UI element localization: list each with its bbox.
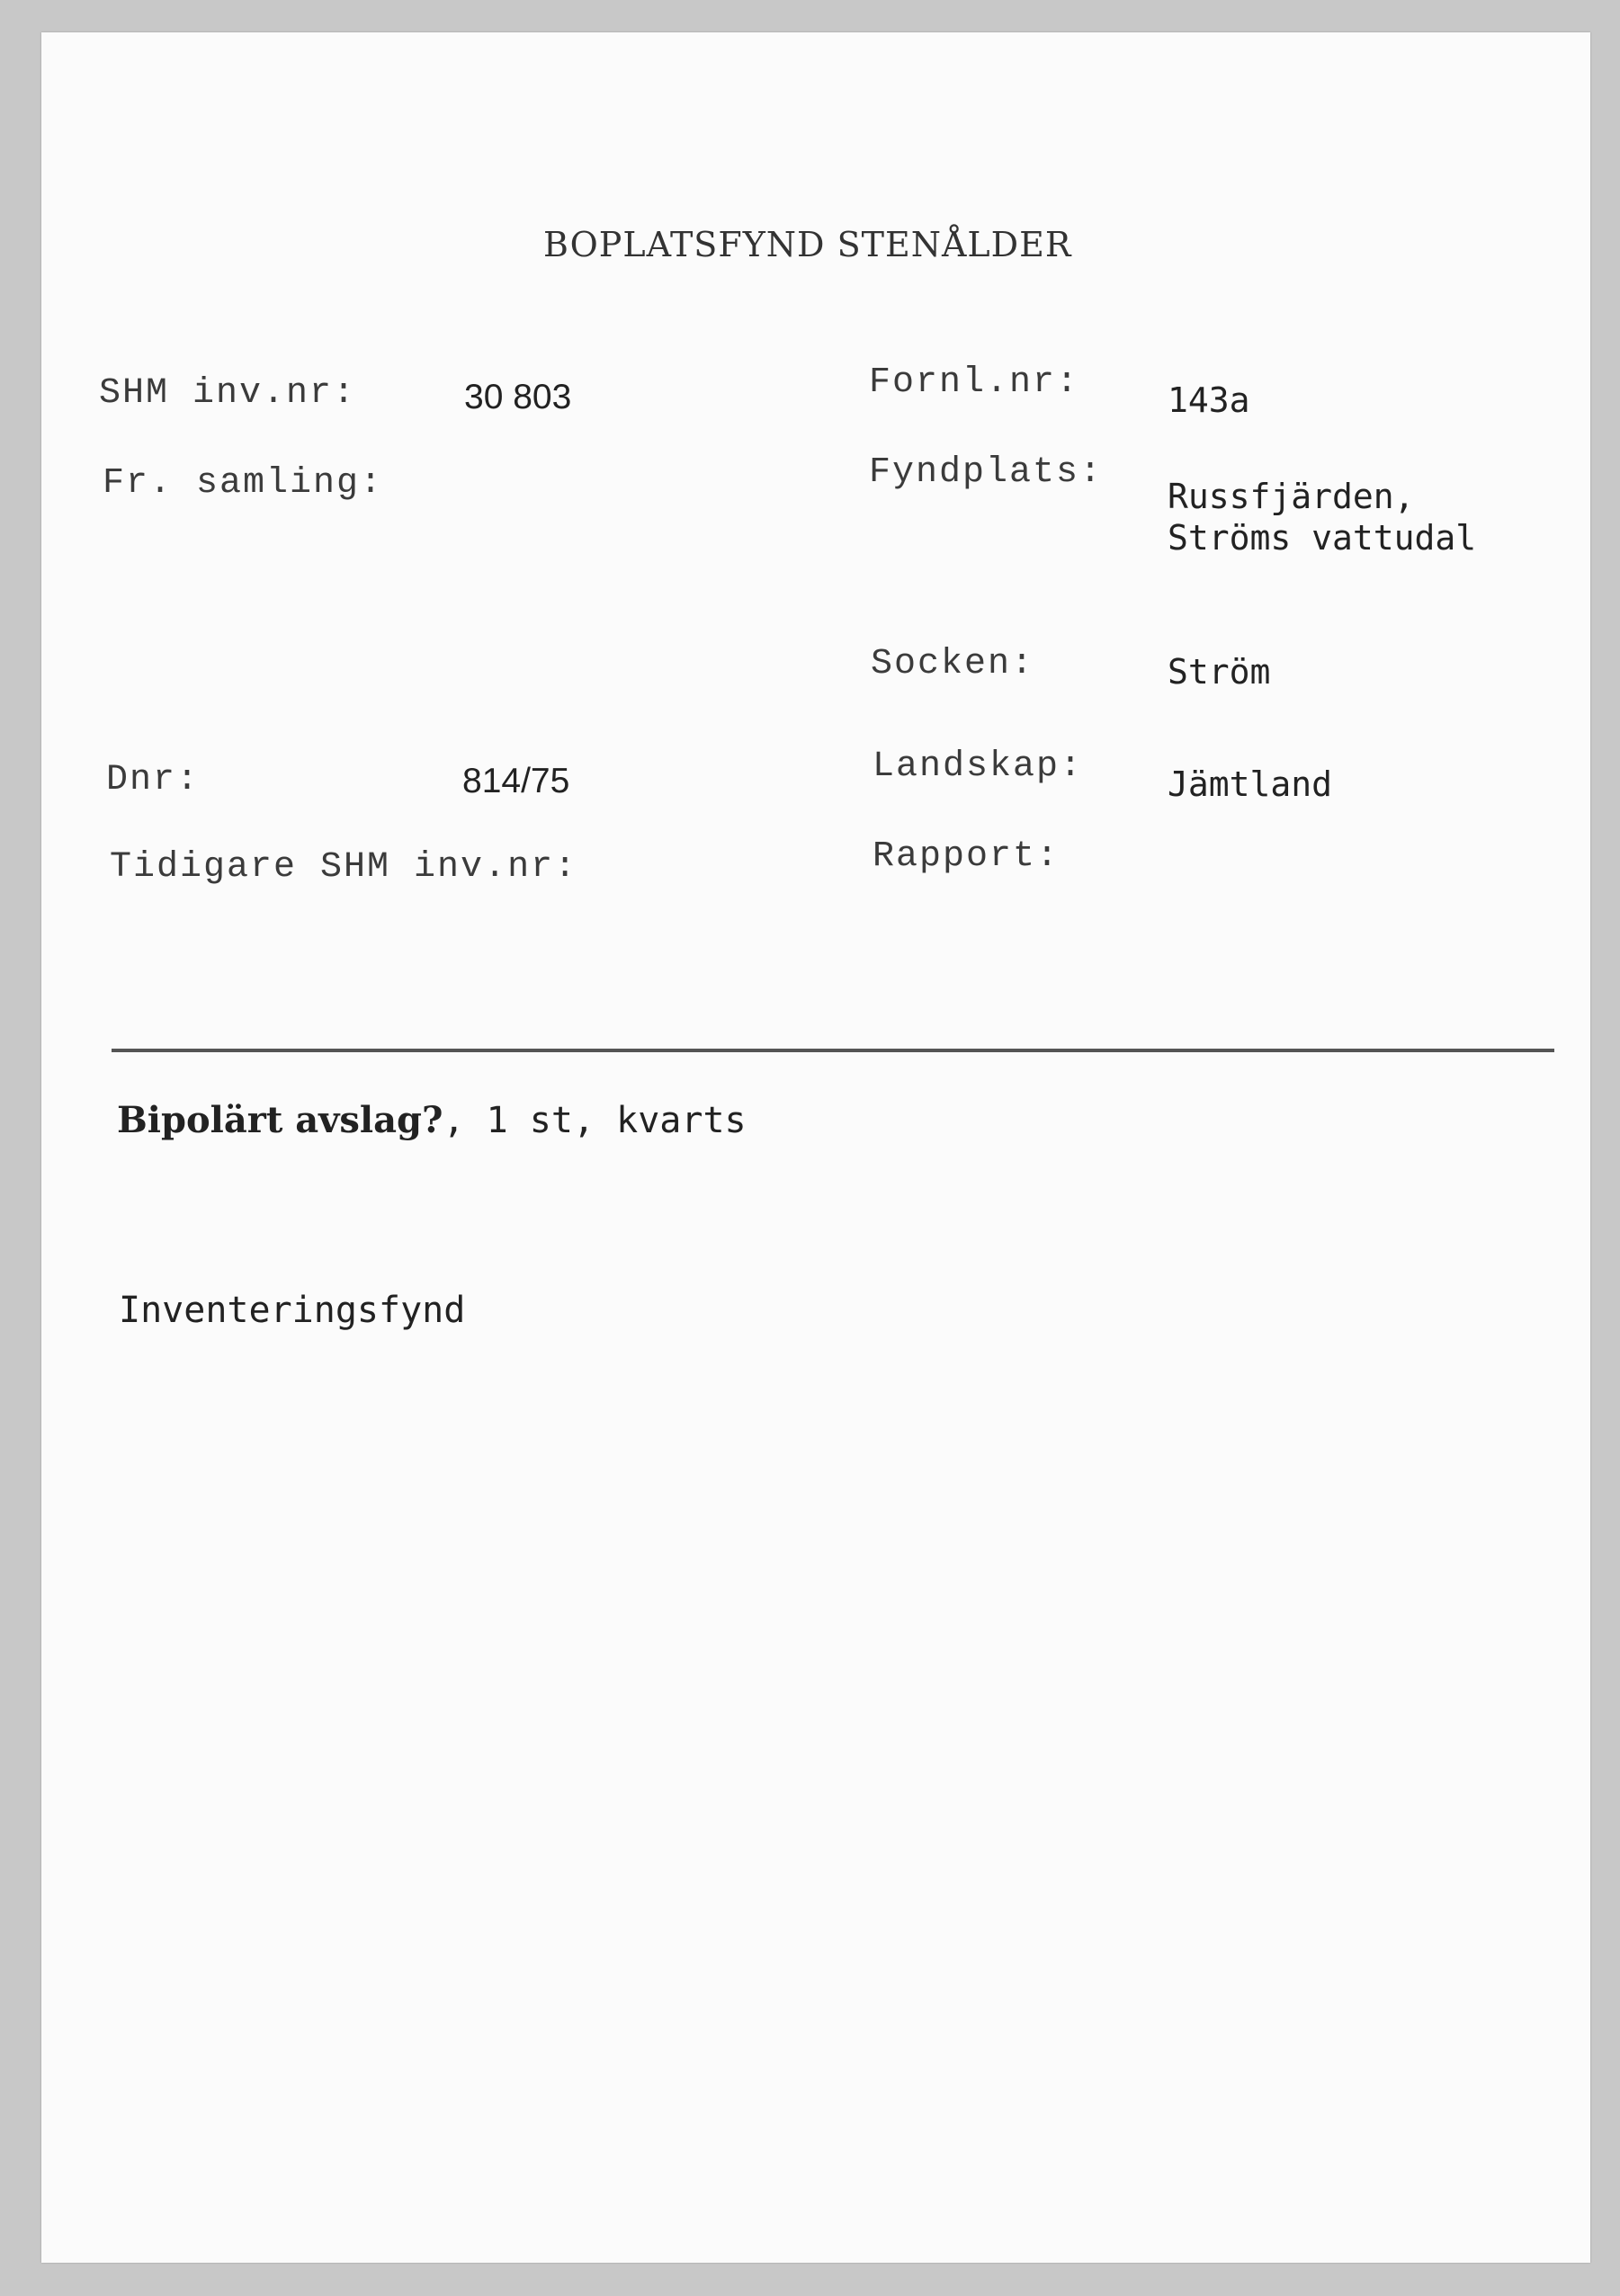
fyndplats-label: Fyndplats: <box>869 452 1104 493</box>
index-card <box>41 32 1590 2263</box>
dnr-value: 814/75 <box>462 762 570 800</box>
separator-rule <box>112 1049 1554 1052</box>
fornl-value: 143a <box>1168 380 1250 420</box>
card-title: BOPLATSFYND STENÅLDER <box>543 225 1072 264</box>
fyndplats-value-line1: Russfjärden, <box>1168 477 1415 516</box>
find-note: Inventeringsfynd <box>119 1290 466 1331</box>
fyndplats-value-line2: Ströms vattudal <box>1168 518 1477 558</box>
find-type: Bipolärt avslag? <box>117 1099 443 1141</box>
shm-inv-label: SHM inv.nr: <box>99 373 357 414</box>
socken-label: Socken: <box>871 644 1035 684</box>
socken-value: Ström <box>1168 652 1271 692</box>
landskap-label: Landskap: <box>873 746 1084 787</box>
dnr-label: Dnr: <box>106 760 201 800</box>
fornl-label: Fornl.nr: <box>869 362 1080 403</box>
find-description <box>117 1099 747 1141</box>
rapport-label: Rapport: <box>873 836 1061 877</box>
fr-samling-label: Fr. samling: <box>103 463 384 504</box>
landskap-value: Jämtland <box>1168 764 1333 804</box>
shm-inv-value: 30 803 <box>464 378 572 416</box>
tidigare-shm-label: Tidigare SHM inv.nr: <box>110 847 578 888</box>
find-details: , 1 st, kvarts <box>443 1100 747 1141</box>
